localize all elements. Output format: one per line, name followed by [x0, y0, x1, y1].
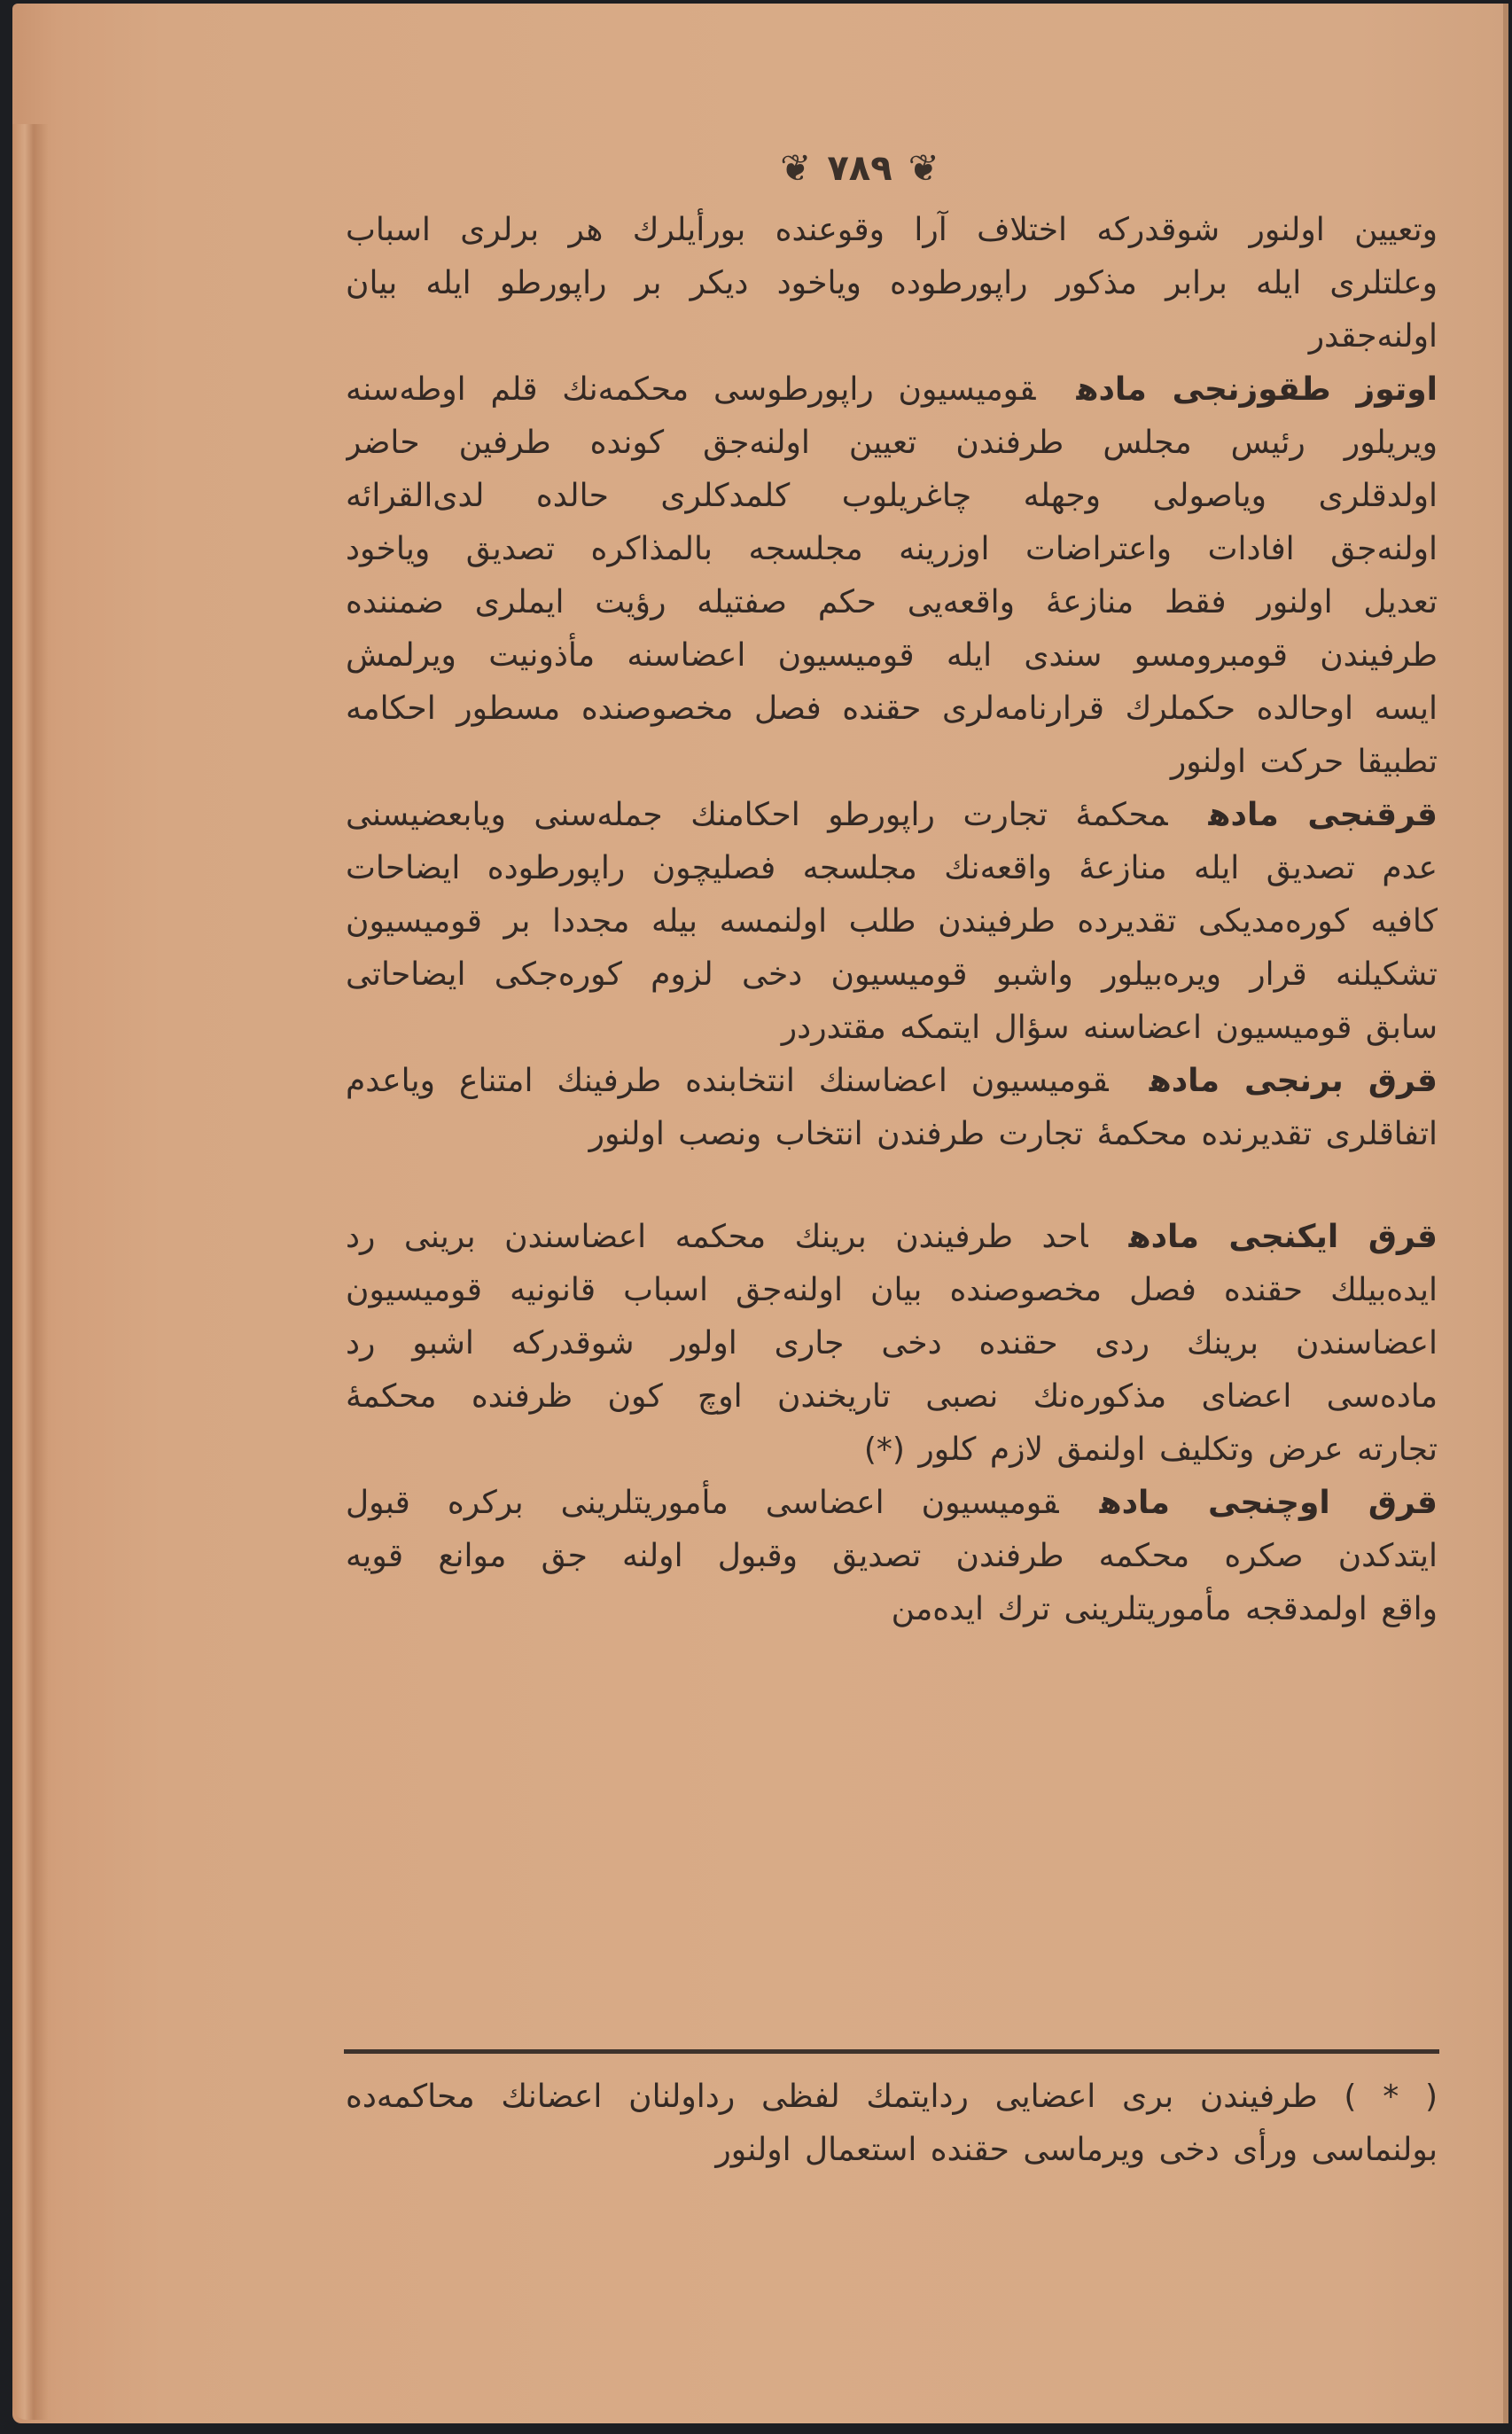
line-text: تعديل اولنور فقط منازعهٔ واقعه‌يى حكم صفتيله رؤيت ايملرى ضمننده: [346, 584, 1438, 620]
line-text: كافيه كوره‌مديكى تقديرده طرفيندن طلب اولنمسه بيله مجددا بر قوميسيون: [346, 903, 1438, 940]
text-line: [346, 257, 1438, 310]
line-text: تجارته عرض وتكليف اولنمق لازم كلور (*): [863, 1432, 1438, 1468]
line-text: تطبيقا حركت اولنور: [1170, 744, 1438, 780]
page-right-edge: [1503, 4, 1508, 2423]
main-text-block: [346, 204, 1438, 1636]
line-text: احد طرفيندن برينك محكمه اعضاسندن برينى رد: [346, 1219, 1088, 1255]
ornament-right-icon: ❦: [908, 146, 939, 190]
article-heading: قرق ايكنجى ماده: [1128, 1219, 1438, 1255]
article-line: [346, 363, 1438, 417]
line-text: ايتدكدن صكره محكمه طرفندن تصديق وقبول اولنه جق موانع قويه: [346, 1538, 1438, 1574]
article-line: [346, 1211, 1438, 1264]
text-line: [346, 895, 1438, 948]
article-line: [346, 1055, 1438, 1108]
text-line: [346, 417, 1438, 470]
line-text: اعضاسندن برينك ردى حقنده دخى جارى اولور شوقدركه اشبو رد: [346, 1325, 1438, 1361]
paragraph-gap: [346, 1161, 1438, 1211]
line-text: اولدقلرى وياصولى وجهله چاغريلوب كلمدكلرى حالده لدى‌القرائه: [346, 478, 1438, 514]
footnote-separator-rule: [344, 2049, 1439, 2054]
line-text: قوميسيون راپورطوسى محكمه‌نك قلم اوطه‌سنه: [346, 371, 1036, 408]
page-number: ٧٨٩: [827, 148, 892, 189]
line-text: ويريلور رئيس مجلس طرفندن تعيين اولنه‌جق كونده طرفين حاضر: [346, 425, 1438, 461]
text-line: [346, 1424, 1438, 1477]
text-line: [346, 1583, 1438, 1636]
text-line: [346, 1108, 1438, 1161]
text-line: [346, 470, 1438, 523]
line-text: اتفاقلرى تقديرنده محكمهٔ تجارت طرفندن انتخاب ونصب اولنور: [588, 1116, 1438, 1152]
text-line: [346, 683, 1438, 736]
line-text: عدم تصديق ايله منازعهٔ واقعه‌نك مجلسجه فصليچون راپورطوده ايضاحات: [346, 850, 1438, 886]
line-text: وعلتلرى ايله برابر مذكور راپورطوده وياخود ديكر بر راپورطو ايله بيان: [346, 265, 1438, 301]
text-line: [346, 1370, 1438, 1424]
article-line: [346, 1477, 1438, 1530]
line-text: اولنه‌جق افادات واعتراضات اوزرينه مجلسجه بالمذاكره تصديق وياخود: [346, 531, 1438, 567]
ornament-left-icon: ❦: [780, 146, 812, 190]
footnote-line: ( * ) طرفيندن برى اعضايى ردايتمك لفظى رداولنان اعضانك محاكمه‌ده: [346, 2079, 1438, 2115]
line-text: طرفيندن قومبرومسو سندى ايله قوميسيون اعضاسنه مأذونيت ويرلمش: [346, 637, 1438, 674]
line-text: قوميسيون اعضاسى مأموريتلرينى بركره قبول: [346, 1485, 1059, 1521]
text-line: [346, 523, 1438, 576]
article-heading: قرق اوچنجى ماده: [1099, 1485, 1438, 1521]
line-text: محكمهٔ تجارت راپورطو احكامنك جمله‌سنى ويابعضيسنى: [346, 797, 1168, 833]
line-text: سابق قوميسيون اعضاسنه سؤال ايتمكه مقتدردر: [781, 1010, 1438, 1046]
line-text: واقع اولمدقجه مأموريتلرينى ترك ايده‌من: [891, 1591, 1438, 1627]
page-number-header: [762, 142, 957, 195]
page-edge-fold: [12, 124, 48, 2420]
article-heading: قرقنجى ماده: [1208, 797, 1438, 833]
text-line: [346, 576, 1438, 629]
article-heading: قرق برنجى ماده: [1149, 1063, 1438, 1099]
text-line: [346, 948, 1438, 1002]
text-line: [346, 1317, 1438, 1370]
line-text: قوميسيون اعضاسنك انتخابنده طرفينك امتناع وياعدم: [346, 1063, 1109, 1099]
footnote-line: بولنماسى ورأى دخى ويرماسى حقنده استعمال اولنور: [715, 2132, 1438, 2168]
line-text: ماده‌سى اعضاى مذكوره‌نك نصبى تاريخندن اوچ كون ظرفنده محكمهٔ: [346, 1378, 1438, 1415]
text-line: [346, 204, 1438, 257]
text-line: [346, 1002, 1438, 1055]
footnote-block: [346, 2071, 1438, 2177]
text-line: [346, 310, 1438, 363]
article-line: [346, 789, 1438, 842]
text-line: [346, 842, 1438, 895]
line-text: اولنه‌جقدر: [1308, 318, 1438, 355]
text-line: [346, 736, 1438, 789]
text-line: [346, 629, 1438, 683]
article-heading: اوتوز طقوزنجى ماده: [1076, 371, 1438, 408]
line-text: ايسه اوحالده حكملرك قرارنامه‌لرى حقنده فصل مخصوصنده مسطور احكامه: [346, 690, 1438, 727]
text-line: [346, 1530, 1438, 1583]
line-text: وتعيين اولنور شوقدركه اختلاف آرا وقوعنده بورأيلرك هر برلرى اسباب: [346, 212, 1438, 248]
line-text: ايده‌بيلك حقنده فصل مخصوصنده بيان اولنه‌جق اسباب قانونيه قوميسيون: [346, 1272, 1438, 1308]
text-line: [346, 1264, 1438, 1317]
line-text: تشكيلنه قرار ويره‌بيلور واشبو قوميسيون دخى لزوم كوره‌جكى ايضاحاتى: [346, 956, 1438, 993]
